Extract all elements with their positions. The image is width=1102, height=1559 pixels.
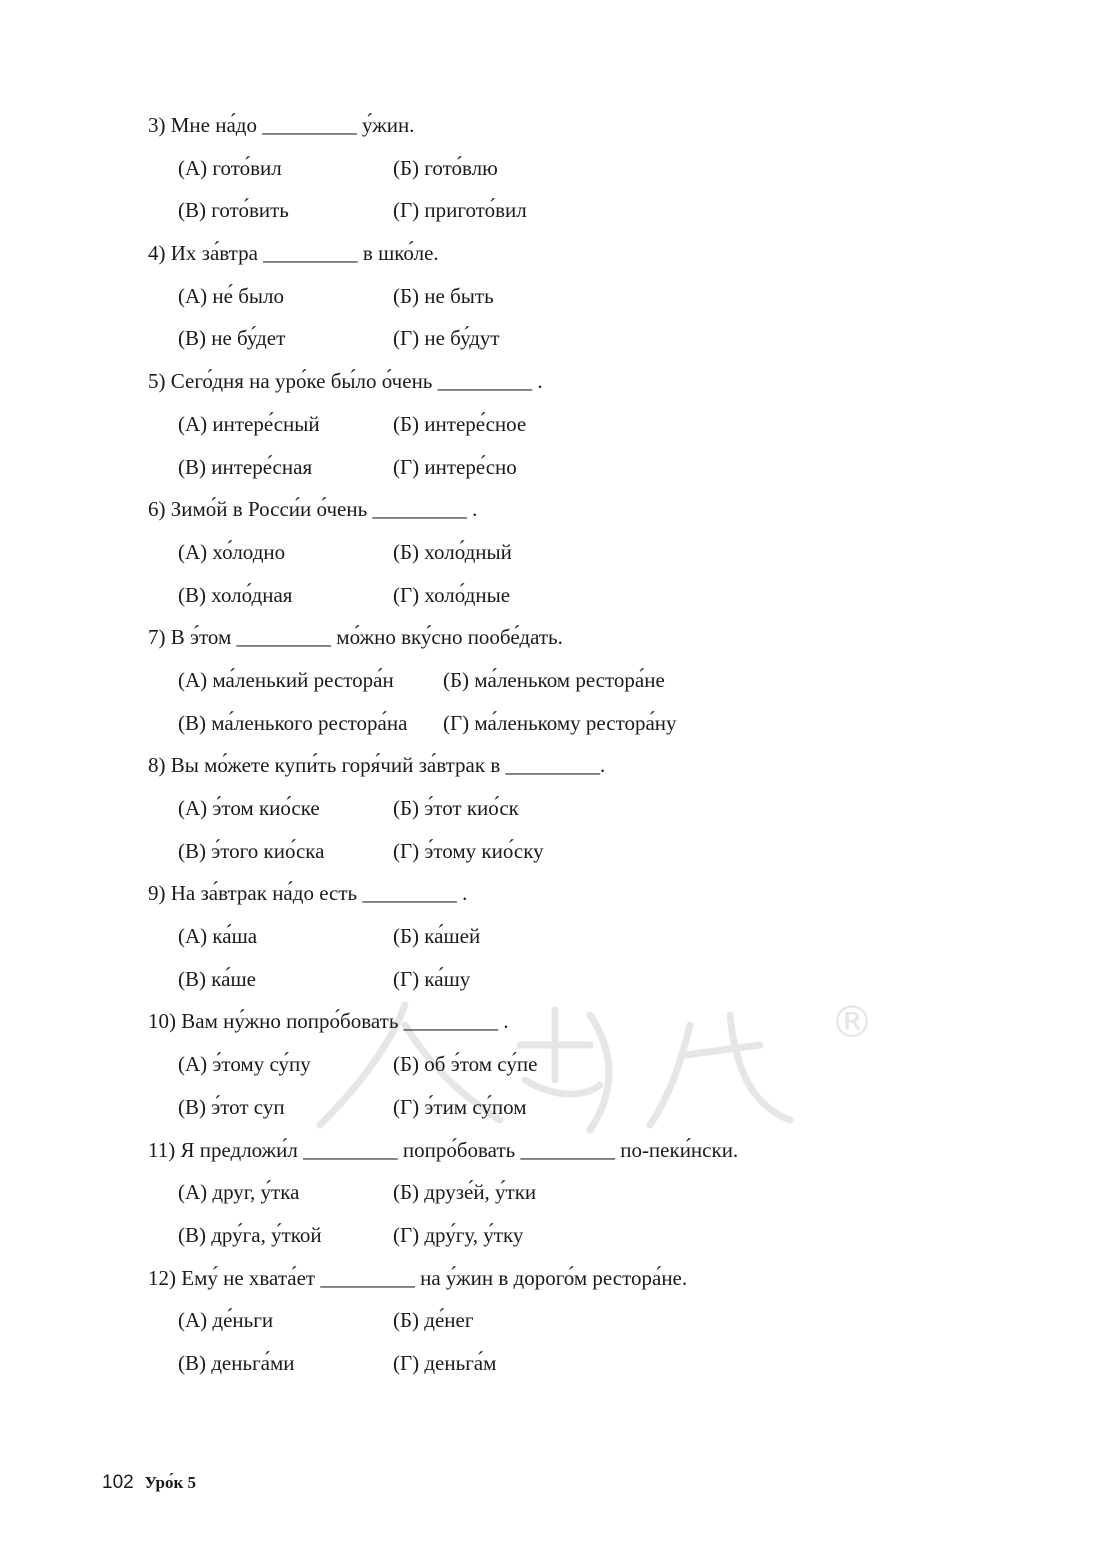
option-v: (В) холо́дная [178, 582, 293, 607]
option-v: (В) деньга́ми [178, 1350, 295, 1375]
option-g: (Г) дру́гу, у́тку [393, 1222, 524, 1247]
option-v: (В) ка́ше [178, 966, 256, 991]
option-v: (В) интере́сная [178, 454, 313, 479]
option-a: (А) не́ было [178, 283, 284, 308]
option-b: (Б) ма́леньком рестора́не [443, 667, 665, 692]
options-row [148, 574, 968, 617]
page-number: 102 [102, 1472, 134, 1493]
question-9: 9) На за́втрак на́до есть _________ . [148, 881, 468, 906]
option-g: (Г) ма́ленькому рестора́ну [443, 710, 677, 735]
question-12: 12) Ему́ не хвата́ет _________ на у́жин в дорого́м рестора́не. [148, 1265, 688, 1290]
question-7: 7) В э́том _________ мо́жно вку́сно пообе́дать. [148, 625, 563, 650]
option-a: (А) э́том кио́ске [178, 796, 320, 820]
options-row [148, 1342, 968, 1385]
options-row [148, 787, 968, 830]
lesson-label: Уро́к 5 [144, 1473, 197, 1492]
options-row [148, 317, 968, 360]
options-row [148, 275, 968, 318]
option-a: (А) ка́ша [178, 924, 258, 949]
option-b: (Б) друзе́й, у́тки [393, 1180, 537, 1205]
option-b: (Б) холо́дный [393, 539, 512, 564]
option-g: (Г) не бу́дут [393, 326, 500, 351]
option-g: (Г) деньга́м [393, 1350, 497, 1375]
options-row [148, 702, 968, 745]
options-row [148, 915, 968, 958]
options-row [148, 1299, 968, 1342]
page-footer [102, 1472, 196, 1494]
options-row [148, 531, 968, 574]
option-g: (Г) холо́дные [393, 582, 511, 607]
option-a: (А) гото́вил [178, 155, 282, 180]
question-list [148, 104, 968, 1385]
option-b: (Б) об э́том су́пе [393, 1052, 538, 1077]
options-row [148, 1043, 968, 1086]
option-g: (Г) э́тому кио́ску [393, 838, 544, 863]
options-row [148, 189, 968, 232]
option-b: (Б) интере́сное [393, 411, 527, 436]
question-8: 8) Вы мо́жете купи́ть горя́чий за́втрак в _________. [148, 753, 606, 778]
options-row [148, 830, 968, 873]
option-g: (Г) интере́сно [393, 454, 517, 479]
option-v: (В) не бу́дет [178, 326, 286, 351]
options-row [148, 446, 968, 489]
options-row [148, 659, 968, 702]
registered-mark: ® [830, 997, 874, 1048]
question-6: 6) Зимо́й в Росси́и о́чень _________ . [148, 497, 478, 522]
option-b: (Б) гото́влю [393, 155, 498, 180]
option-v: (В) гото́вить [178, 198, 289, 223]
option-v: (В) э́тот суп [178, 1094, 285, 1119]
option-v: (В) дру́га, у́ткой [178, 1222, 322, 1247]
option-b: (Б) э́тот кио́ск [393, 796, 519, 820]
option-a: (А) интере́сный [178, 411, 320, 436]
options-row [148, 1171, 968, 1214]
question-5: 5) Сего́дня на уро́ке бы́ло о́чень _________ . [148, 369, 543, 394]
option-b: (Б) не быть [393, 283, 494, 308]
question-11: 11) Я предложи́л _________ попро́бовать _________ по-пеки́нски. [148, 1137, 739, 1162]
options-row [148, 958, 968, 1001]
question-3: 3) Мне на́до _________ у́жин. [148, 113, 415, 137]
option-b: (Б) ка́шей [393, 924, 481, 949]
options-row [148, 1086, 968, 1129]
option-a: (А) друг, у́тка [178, 1180, 300, 1205]
option-v: (В) э́того кио́ска [178, 838, 325, 863]
option-b: (Б) де́нег [393, 1308, 474, 1333]
options-row [148, 147, 968, 190]
option-v: (В) ма́ленького рестора́на [178, 710, 408, 735]
option-a: (А) э́тому су́пу [178, 1052, 311, 1077]
option-a: (А) де́ньги [178, 1308, 274, 1333]
option-g: (Г) ка́шу [393, 966, 471, 991]
option-a: (А) ма́ленький рестора́н [178, 667, 394, 692]
question-4: 4) Их за́втра _________ в шко́ле. [148, 241, 439, 266]
option-a: (А) хо́лодно [178, 539, 286, 564]
option-g: (Г) э́тим су́пом [393, 1094, 527, 1119]
option-g: (Г) пригото́вил [393, 198, 527, 223]
options-row [148, 1214, 968, 1257]
options-row [148, 403, 968, 446]
question-10: 10) Вам ну́жно попро́бовать _________ . [148, 1009, 509, 1034]
